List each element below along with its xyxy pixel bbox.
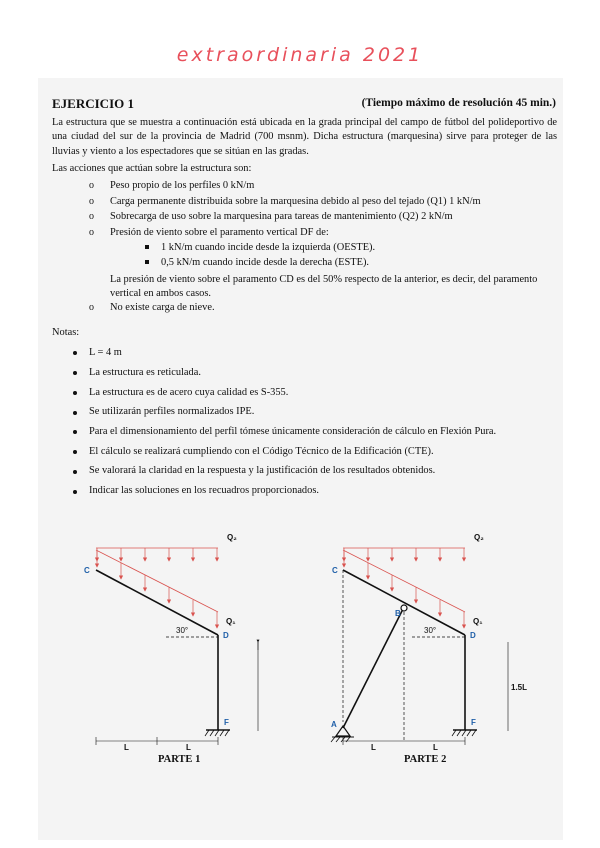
action-item: Presión de viento sobre el paramento vertical DF de: — [110, 227, 329, 238]
label-angle-part1: 30° — [176, 626, 189, 635]
wind-subitem: 1 kN/m cuando incide desde la izquierda (OESTE). — [161, 242, 376, 253]
bullet-circle: o — [89, 180, 94, 191]
label-height-part2: 1.5L — [511, 683, 528, 692]
action-item: Sobrecarga de uso sobre la marquesina para tareas de mantenimiento (Q2) 2 kN/m — [110, 211, 453, 222]
exercise-title: EJERCICIO 1 — [52, 96, 134, 111]
note-item: La estructura es de acero cuya calidad es S-355. — [89, 387, 289, 398]
label-angle-part2: 30° — [424, 626, 437, 635]
part2-label: PARTE 2 — [404, 754, 447, 765]
part1-label: PARTE 1 — [158, 754, 201, 765]
note-item: Se valorará la claridad en la respuesta y la justificación de los resultados obtenidos. — [89, 465, 436, 476]
bullet-circle: o — [89, 302, 94, 313]
bullet-circle: o — [89, 196, 94, 207]
part1-diagram — [96, 548, 258, 745]
label-l2-part1: L — [186, 743, 191, 752]
wind-note: La presión de viento sobre el paramento CD es del 50% respecto de la anterior, es decir, del paramento vertical en ambos casos. — [110, 274, 538, 300]
actions-title: Las acciones que actúan sobre la estructura son: — [52, 163, 252, 174]
bullet-circle: o — [89, 227, 94, 238]
handwritten-header: extraordinaria 2021 — [176, 44, 424, 66]
intro-paragraph: La estructura que se muestra a continuación está ubicada en la grada principal del campo de fútbol del polideportivo de una ciudad del sur de la provincia de Madrid (700 msnm). Dicha estructura (marquesina) sirve para proteger de las lluvias y viento a los espectadores que se sitúan en las gradas. — [52, 117, 557, 157]
label-l1-part2: L — [371, 743, 376, 752]
note-item: El cálculo se realizará cumpliendo con el Código Técnico de la Edificación (CTE). — [89, 446, 434, 457]
note-item: Indicar las soluciones en los recuadros proporcionados. — [89, 485, 319, 496]
snow-item: No existe carga de nieve. — [110, 302, 215, 313]
wind-subitem: 0,5 kN/m cuando incide desde la derecha (ESTE). — [161, 257, 370, 268]
hinge-b — [401, 605, 407, 611]
label-q2-part2: Q₂ — [474, 533, 484, 542]
action-item: Peso propio de los perfiles 0 kN/m — [110, 180, 255, 191]
note-item: La estructura es reticulada. — [89, 367, 201, 378]
time-limit: (Tiempo máximo de resolución 45 min.) — [361, 97, 556, 109]
note-item: Para el dimensionamiento del perfil tómese únicamente consideración de cálculo en Flexión Pura. — [89, 426, 497, 437]
label-node-d-part1: D — [223, 631, 229, 640]
label-l2-part2: L — [433, 743, 438, 752]
part2-diagram — [331, 548, 508, 745]
label-node-f-part2: F — [471, 718, 476, 727]
notes-title: Notas: — [52, 327, 80, 338]
action-item: Carga permanente distribuida sobre la marquesina debido al peso del tejado (Q1) 1 kN/m — [110, 196, 481, 207]
label-l1-part1: L — [124, 743, 129, 752]
label-node-c-part1: C — [84, 566, 90, 575]
label-node-c-part2: C — [332, 566, 338, 575]
label-node-a-part2: A — [331, 720, 337, 729]
label-q1-part1: Q₁ — [226, 617, 236, 626]
strut-ab — [343, 609, 403, 728]
label-q2-part1: Q₂ — [227, 533, 237, 542]
label-node-b-part2: B — [395, 609, 401, 618]
note-item: Se utilizarán perfiles normalizados IPE. — [89, 406, 255, 417]
label-node-f-part1: F — [224, 718, 229, 727]
label-q1-part2: Q₁ — [473, 617, 483, 626]
note-item: L = 4 m — [89, 347, 122, 358]
label-node-d-part2: D — [470, 631, 476, 640]
bullet-circle: o — [89, 211, 94, 222]
